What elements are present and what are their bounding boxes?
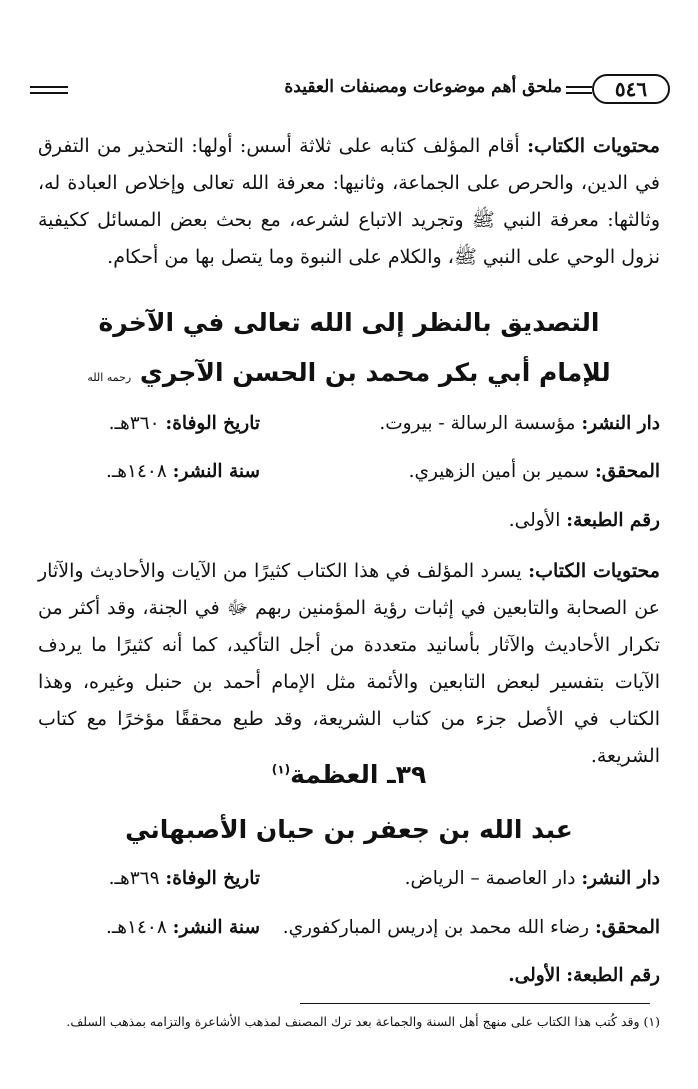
death-label: تاريخ الوفاة: [165, 413, 260, 434]
book-number: ٣٩ـ [387, 760, 427, 789]
year-field [106, 461, 260, 482]
contents-label-2: محتويات الكتاب: [528, 560, 660, 582]
running-title: ملحق أهم موضوعات ومصنفات العقيدة [284, 77, 562, 97]
death-field [109, 413, 260, 434]
publisher-value-2: دار العاصمة – الرياض. [404, 868, 576, 889]
editor-row-2 [38, 917, 660, 947]
editor-row [38, 461, 660, 491]
publisher-row-2 [38, 868, 660, 898]
editor-label-2: المحقق: [594, 917, 660, 938]
death-value: ٣٦٠هـ. [108, 413, 160, 434]
footnote-divider [300, 1003, 650, 1004]
publisher-row [38, 413, 660, 443]
page-number: ٥٤٦ [592, 74, 670, 104]
year-label: سنة النشر: [172, 461, 260, 482]
contents-text: أقام المؤلف كتابه على ثلاثة أسس: أولها: التحذير من التفرق في الدين، والحرص على الجماعة، وثانيها: معرفة الله تعالى وإخلاص العبادة له، وثالثها: معرفة النبي ﷺ وتجريد الاتباع لشرعه، مع بحث بعض المسائل ككيفية نزول الوحي على النبي ﷺ، والكلام على النبوة وما يتصل بها من أحكام. [38, 135, 660, 268]
book-2-author: عبد الله بن جعفر بن حيان الأصبهاني [125, 815, 573, 844]
book-2-name: العظمة [290, 760, 379, 789]
edition-label-2: رقم الطبعة: [566, 965, 660, 986]
honorific: رحمه الله [87, 371, 132, 384]
book-contents-paragraph-2 [38, 553, 660, 775]
year-value: ١٤٠٨هـ. [105, 461, 167, 482]
header-rule-right [566, 86, 592, 94]
editor-field-2 [283, 917, 660, 938]
edition-field [509, 510, 660, 531]
year-field-2 [106, 917, 260, 938]
edition-value: الأولى. [508, 510, 561, 531]
publisher-label: دار النشر: [581, 413, 660, 434]
edition-label: رقم الطبعة: [566, 510, 660, 531]
editor-field [409, 461, 660, 482]
contents-label: محتويات الكتاب: [527, 135, 660, 157]
author-name: للإمام أبي بكر محمد بن الحسن الآجري [139, 358, 611, 387]
publisher-value: مؤسسة الرسالة - بيروت. [379, 413, 576, 434]
edition-field-2 [508, 965, 660, 986]
publisher-field-2 [405, 868, 660, 889]
contents-text-2: يسرد المؤلف في هذا الكتاب كثيرًا من الآيات والأحاديث والآثار عن الصحابة والتابعين في إثبات رؤية المؤمنين ربهم ﷻ في الجنة، وقد أكثر من تكرار الأحاديث والآثار بأسانيد متعددة من أجل التأكيد، كما أنه كثيرًا ما يردف الآيات بتفسير لبعض التابعين والأئمة مثل الإمام أحمد بن حنبل وغيره، وهذا الكتاب في الأصل جزء من كتاب الشريعة، وقد طبع محققًا مؤخرًا مع كتاب الشريعة. [38, 560, 660, 767]
edition-row-2 [38, 965, 660, 995]
book-title: التصديق بالنظر إلى الله تعالى في الآخرة [98, 308, 600, 337]
editor-value: سمير بن أمين الزهيري. [408, 461, 590, 482]
publisher-label-2: دار النشر: [581, 868, 660, 889]
footnote: (١) وقد كُتب هذا الكتاب على منهج أهل السنة والجماعة بعد ترك المصنف لمذهب الأشاعرة والتزامه بمذهب السلف. [66, 1014, 660, 1029]
running-header [30, 72, 670, 108]
editor-value-2: رضاء الله محمد بن إدريس المباركفوري. [282, 917, 590, 938]
book-author [38, 358, 660, 387]
book-2-title [38, 760, 660, 789]
year-label-2: سنة النشر: [172, 917, 260, 938]
death-field-2 [109, 868, 260, 889]
edition-value-2: الأولى. [508, 965, 561, 986]
edition-row [38, 510, 660, 540]
footnote-ref[interactable]: (١) [271, 762, 291, 777]
death-value-2: ٣٦٩هـ. [108, 868, 160, 889]
header-rule-left [30, 86, 68, 94]
book-contents-paragraph [38, 128, 660, 276]
editor-label: المحقق: [594, 461, 660, 482]
year-value-2: ١٤٠٨هـ. [105, 917, 167, 938]
publisher-field [379, 413, 660, 434]
death-label-2: تاريخ الوفاة: [165, 868, 260, 889]
